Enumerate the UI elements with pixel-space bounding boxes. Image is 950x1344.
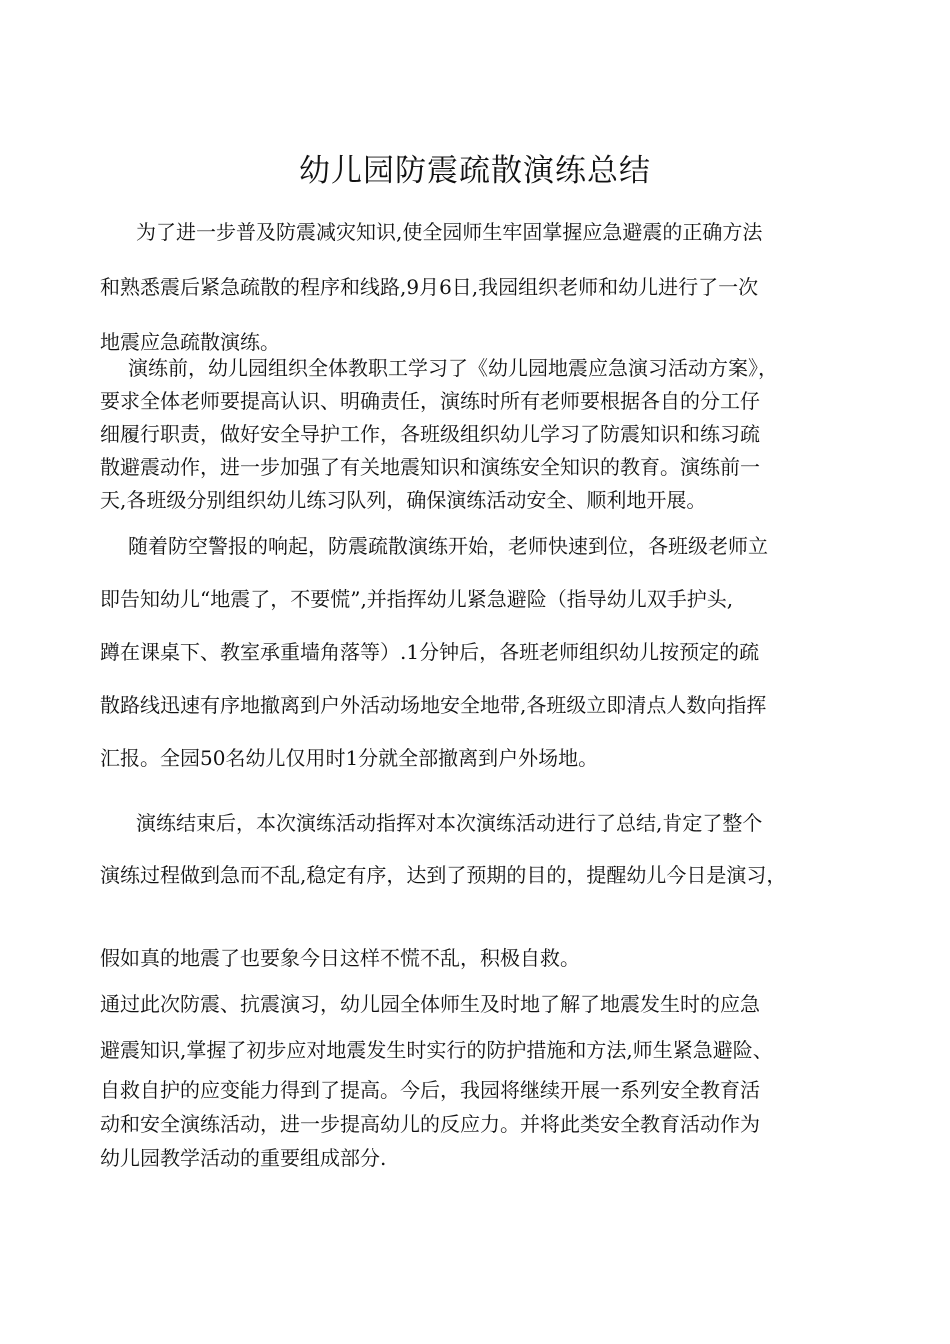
paragraph-line: 要求全体老师要提高认识、明确责任，演练时所有老师要根据各自的分工仔 (100, 389, 760, 413)
document-title: 幼儿园防震疏散演练总结 (299, 152, 651, 189)
paragraph-line: 假如真的地震了也要象今日这样不慌不乱，积极自救。 (100, 946, 580, 970)
paragraph-line: 自救自护的应变能力得到了提高。今后，我园将继续开展一系列安全教育活 (100, 1078, 760, 1102)
paragraph-line: 散避震动作，进一步加强了有关地震知识和演练安全知识的教育。演练前一 (100, 455, 760, 479)
paragraph-line: 为了进一步普及防震减灾知识,使全园师生牢固掌握应急避震的正确方法 (136, 220, 763, 244)
paragraph-conclusion (100, 935, 860, 1175)
paragraph-line: 动和安全演练活动，进一步提高幼儿的反应力。并将此类安全教育活动作为 (100, 1112, 760, 1136)
paragraph-line: 和熟悉震后紧急疏散的程序和线路,9月6日,我园组织老师和幼儿进行了一次 (100, 275, 759, 299)
paragraph-line: 演练过程做到急而不乱,稳定有序，达到了预期的目的，提醒幼儿今日是演习， (100, 863, 787, 887)
paragraph-line: 地震应急疏散演练。 (100, 330, 280, 354)
paragraph-after-drill (100, 797, 860, 901)
paragraph-line: 避震知识,掌握了初步应对地震发生时实行的防护措施和方法,师生紧急避险、 (100, 1038, 773, 1062)
paragraph-intro (100, 205, 860, 370)
paragraph-drill-process (100, 520, 860, 785)
paragraph-line: 即告知幼儿“地震了，不要慌”,并指挥幼儿紧急避险（指导幼儿双手护头, (100, 587, 734, 611)
paragraph-line: 随着防空警报的响起，防震疏散演练开始，老师快速到位，各班级老师立 (128, 534, 768, 558)
paragraph-line: 演练前，幼儿园组织全体教职工学习了《幼儿园地震应急演习活动方案》， (128, 356, 778, 380)
paragraph-line: 汇报。全园50名幼儿仅用时1分就全部撤离到户外场地。 (100, 746, 599, 770)
paragraph-line: 通过此次防震、抗震演习，幼儿园全体师生及时地了解了地震发生时的应急 (100, 992, 760, 1016)
paragraph-line: 天,各班级分别组织幼儿练习队列，确保演练活动安全、顺利地开展。 (100, 488, 707, 512)
paragraph-line: 细履行职责，做好安全导护工作，各班级组织幼儿学习了防震知识和练习疏 (100, 422, 760, 446)
paragraph-line: 散路线迅速有序地撤离到户外活动场地安全地带,各班级立即清点人数向指挥 (100, 693, 767, 717)
paragraph-line: 幼儿园教学活动的重要组成部分. (100, 1146, 387, 1170)
paragraph-line: 蹲在课桌下、教室承重墙角落等）.1分钟后，各班老师组织幼儿按预定的疏 (100, 640, 760, 664)
paragraph-before-drill (100, 352, 860, 517)
paragraph-line: 演练结束后，本次演练活动指挥对本次演练活动进行了总结,肯定了整个 (136, 811, 763, 835)
